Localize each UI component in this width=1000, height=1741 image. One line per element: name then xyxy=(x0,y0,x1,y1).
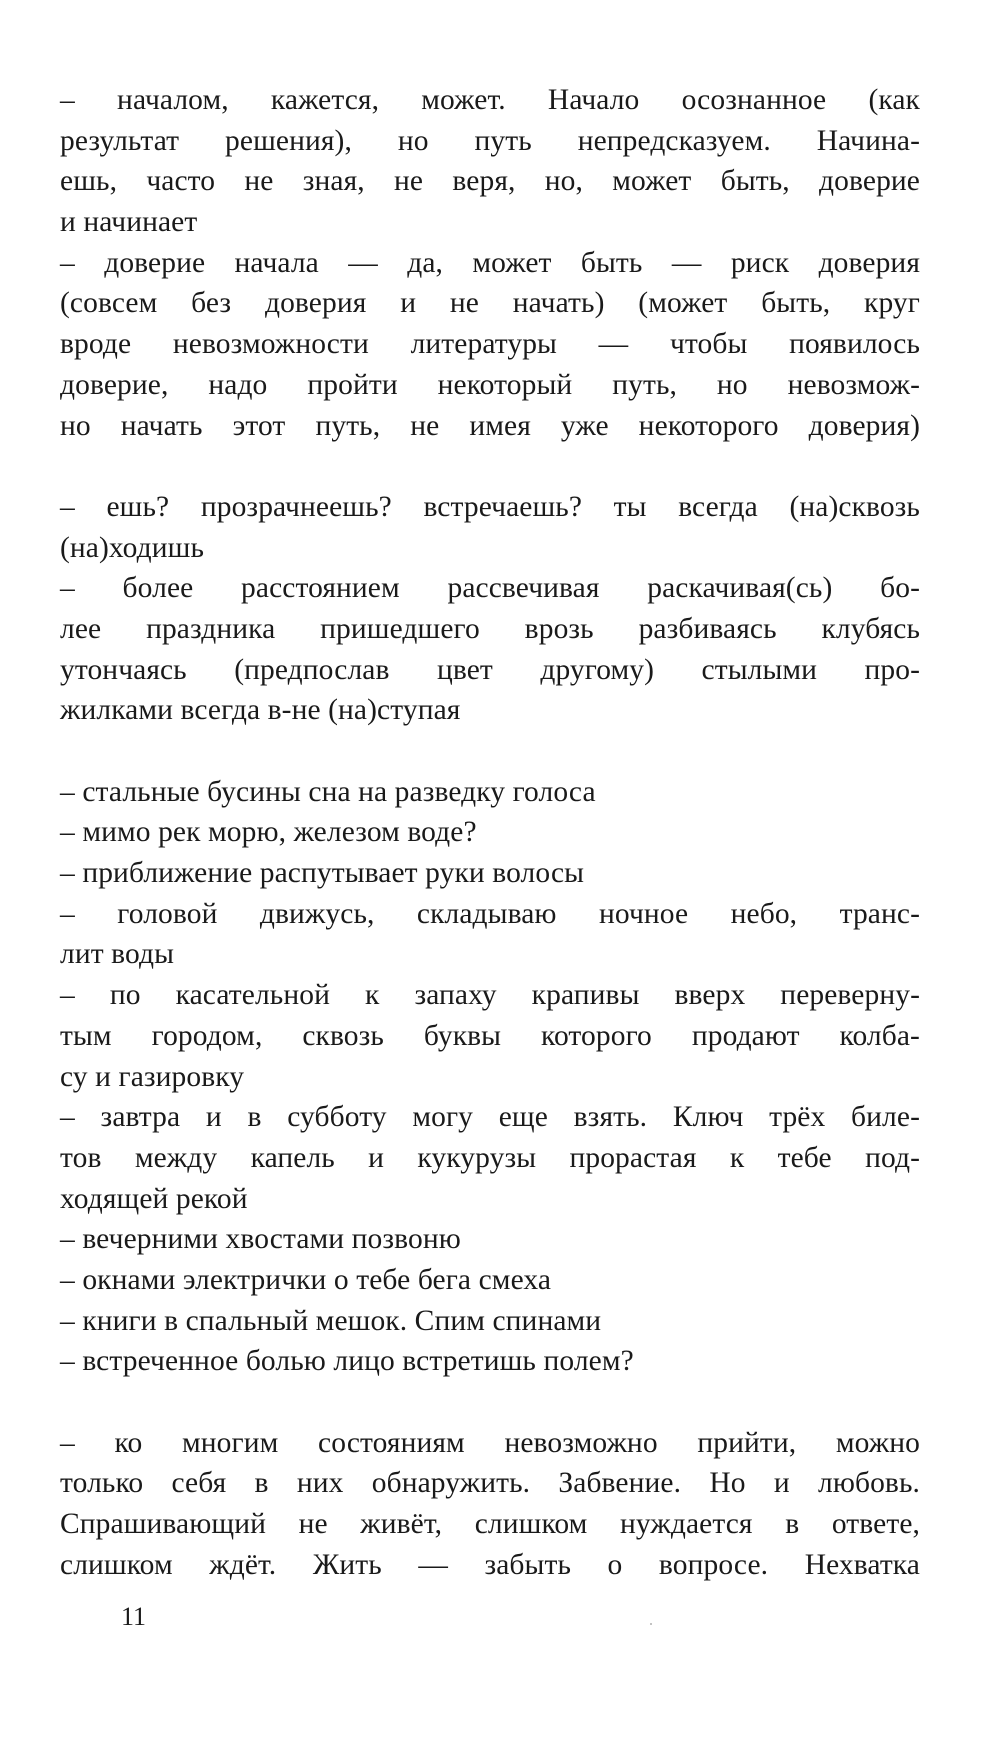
text-line: и начинает xyxy=(60,206,198,239)
text-line: вроде невозможности литературы — чтобы появилось xyxy=(60,328,920,361)
text-line: тым городом, сквозь буквы которого продают колба- xyxy=(60,1019,920,1052)
text-line: тов между капель и кукурузы прорастая к тебе под- xyxy=(60,1141,920,1174)
text-line: (совсем без доверия и не начать) (может быть, круг xyxy=(60,287,920,320)
stanza-break xyxy=(60,1382,920,1423)
text-line: лит воды xyxy=(60,938,175,971)
text-line: лее праздника пришедшего врозь разбиваясь клубясь xyxy=(60,612,920,645)
text-line: – встреченное болью лицо встретишь полем? xyxy=(60,1345,634,1378)
text-line: – доверие начала — да, может быть — риск доверия xyxy=(60,246,920,279)
text-line: – окнами электрички о тебе бега смеха xyxy=(60,1263,552,1296)
text-line: ешь, часто не зная, не веря, но, может быть, доверие xyxy=(60,165,920,198)
text-line: – ко многим состояниям невозможно прийти, можно xyxy=(60,1426,920,1459)
text-line: Спрашивающий не живёт, слишком нуждается в ответе, xyxy=(60,1508,920,1541)
text-line: – ешь? прозрачнеешь? встречаешь? ты всегда (на)сквозь xyxy=(60,490,920,523)
text-line: – мимо рек морю, железом воде? xyxy=(60,816,477,849)
page-number: 11 xyxy=(121,1602,147,1631)
text-line: результат решения), но путь непредсказуем. Начина- xyxy=(60,124,920,157)
text-line: – началом, кажется, может. Начало осознанное (как xyxy=(60,84,920,116)
text-line: – стальные бусины сна на разведку голоса xyxy=(60,775,596,808)
text-line: – по касательной к запаху крапивы вверх переверну- xyxy=(60,979,920,1012)
text-line: – головой движусь, складываю ночное небо, транс- xyxy=(60,897,920,930)
text-line: только себя в них обнаружить. Забвение. Но и любовь. xyxy=(60,1467,920,1500)
text-line: доверие, надо пройти некоторый путь, но невозмож- xyxy=(60,368,920,401)
text-line: утончаясь (предпослав цвет другому) стылыми про- xyxy=(60,653,920,686)
stanza-break xyxy=(60,446,920,487)
text-line: – завтра и в субботу могу еще взять. Ключ трёх биле- xyxy=(60,1101,920,1134)
text-line: ходящей рекой xyxy=(60,1182,248,1215)
text-line: слишком ждёт. Жить — забыть о вопросе. Нехватка xyxy=(60,1548,920,1581)
text-line: – более расстоянием рассвечивая раскачивая(сь) бо- xyxy=(60,572,920,605)
text-line: – вечерними хвостами позвоню xyxy=(60,1223,461,1256)
text-line: (на)ходишь xyxy=(60,531,205,564)
paper-speck xyxy=(650,1623,652,1625)
text-line: су и газировку xyxy=(60,1060,245,1093)
text-line: но начать этот путь, не имея уже некоторого доверия) xyxy=(60,409,920,442)
text-line: жилками всегда в-не (на)ступая xyxy=(60,694,461,727)
text-line: – приближение распутывает руки волосы xyxy=(60,857,585,890)
stanza-break xyxy=(60,731,920,772)
text-line: – книги в спальный мешок. Спим спинами xyxy=(60,1304,602,1337)
body-text xyxy=(60,80,920,1585)
